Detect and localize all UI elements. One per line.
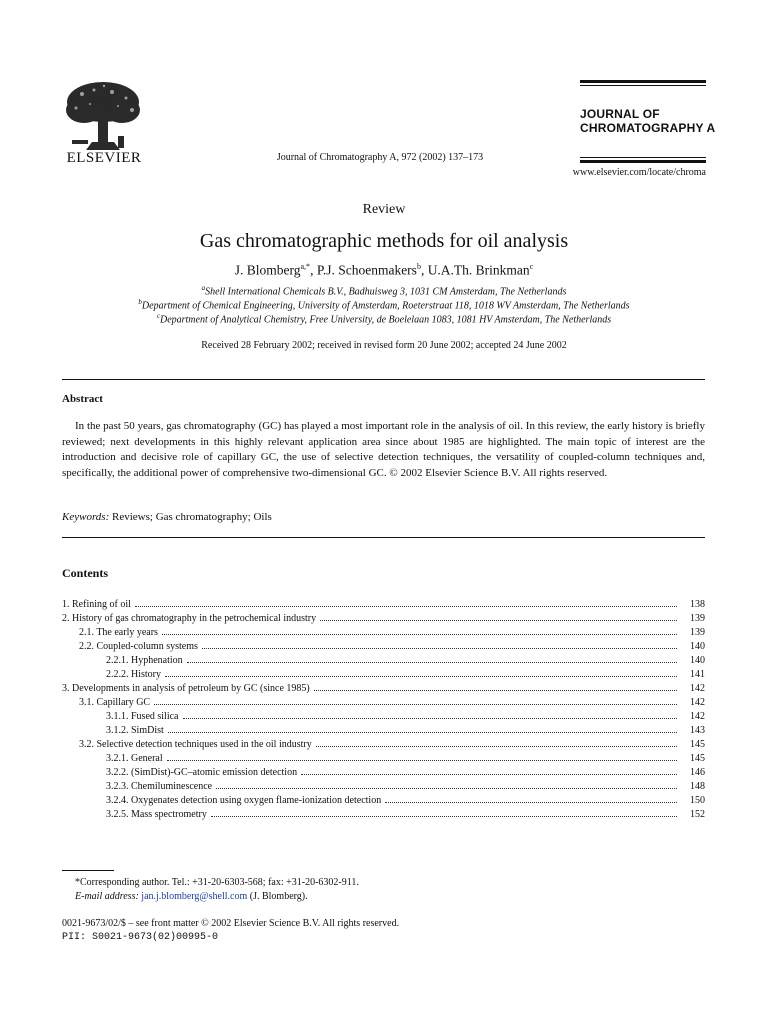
affiliation bbox=[0, 312, 768, 325]
toc-entry-title: 3.2. Selective detection techniques used in the oil industry bbox=[79, 739, 312, 750]
toc-entry-page: 138 bbox=[690, 599, 705, 610]
toc-entry-page: 139 bbox=[690, 613, 705, 624]
toc-leader-dots bbox=[183, 718, 678, 719]
journal-rule-top-thin bbox=[580, 85, 706, 86]
affiliation-marker: c bbox=[156, 312, 160, 320]
author-name: U.A.Th. Brinkman bbox=[427, 262, 530, 278]
toc-entry-page: 142 bbox=[690, 683, 705, 694]
toc-leader-dots bbox=[301, 774, 677, 775]
journal-citation: Journal of Chromatography A, 972 (2002) 137–173 bbox=[276, 152, 484, 163]
divider bbox=[62, 379, 705, 380]
toc-leader-dots bbox=[314, 690, 677, 691]
divider bbox=[62, 537, 705, 538]
toc-leader-dots bbox=[154, 704, 677, 705]
toc-entry[interactable] bbox=[62, 669, 705, 683]
toc-entry-page: 141 bbox=[690, 669, 705, 680]
received-dates: Received 28 February 2002; received in revised form 20 June 2002; accepted 24 June 2002 bbox=[201, 340, 567, 351]
keywords-label: Keywords: bbox=[62, 511, 110, 523]
toc-leader-dots bbox=[320, 620, 677, 621]
affiliation-text: Department of Analytical Chemistry, Free University, de Boelelaan 1083, 1081 HV Amsterdam, The Netherlands bbox=[159, 314, 612, 326]
toc-entry-page: 139 bbox=[690, 627, 705, 638]
author-marker: c bbox=[529, 262, 534, 271]
article-type: Review bbox=[362, 202, 406, 217]
toc-entry[interactable] bbox=[62, 711, 705, 725]
journal-title-line2: CHROMATOGRAPHY A bbox=[580, 121, 716, 135]
toc-entry[interactable] bbox=[62, 599, 705, 613]
toc-entry-page: 142 bbox=[690, 697, 705, 708]
toc-entry-title: 3.2.5. Mass spectrometry bbox=[106, 809, 207, 820]
toc-entry[interactable] bbox=[62, 697, 705, 711]
toc-entry-page: 143 bbox=[690, 725, 705, 736]
journal-rule-top-thick bbox=[580, 80, 706, 83]
toc-entry[interactable] bbox=[62, 753, 705, 767]
toc-entry-page: 145 bbox=[690, 753, 705, 764]
author-list: J. Blomberg$^{a,*}$, P.J. Schoenmakers$^b$, U.A.Th. Brinkman$^c$ bbox=[234, 262, 534, 278]
toc-entry-page: 140 bbox=[690, 655, 705, 666]
abstract-heading: Abstract bbox=[62, 393, 103, 405]
toc-entry[interactable] bbox=[62, 809, 705, 823]
toc-entry-page: 145 bbox=[690, 739, 705, 750]
abstract-text: In the past 50 years, gas chromatography (GC) has played a most important role in the analysis of oil. In this review, the early history is briefly reviewed; next developments in this highly relevant application area since about 1985 are highlighted. The main topic of interest are the introduction and decisive role of capillary GC, the use of selective detection techniques, the versatility of coupled-column techniques and, specifically, the additional power of comprehensive two-dimensional GC. © 2002 Elsevier Science B.V. All rights reserved. bbox=[62, 420, 705, 479]
contents-heading: Contents bbox=[62, 566, 109, 580]
toc-entry[interactable] bbox=[62, 795, 705, 809]
toc-entry[interactable] bbox=[62, 627, 705, 641]
article-title: Gas chromatographic methods for oil analysis bbox=[199, 230, 569, 252]
toc-entry-title: 3. Developments in analysis of petroleum by GC (since 1985) bbox=[62, 683, 310, 694]
author-name: J. Blomberg bbox=[234, 262, 301, 278]
toc-entry[interactable] bbox=[62, 767, 705, 781]
keywords bbox=[62, 511, 272, 523]
email-label: E-mail address: bbox=[75, 891, 139, 902]
toc-entry-title: 3.1.1. Fused silica bbox=[106, 711, 179, 722]
toc-leader-dots bbox=[211, 816, 677, 817]
affiliation bbox=[0, 298, 768, 311]
issn-line: 0021-9673/02/$ – see front matter © 2002 Elsevier Science B.V. All rights reserved. bbox=[62, 918, 400, 929]
toc-entry-title: 2.2.1. Hyphenation bbox=[106, 655, 183, 666]
affiliation bbox=[0, 284, 768, 297]
journal-rule-bottom-thick bbox=[580, 160, 706, 163]
toc-entry-title: 1. Refining of oil bbox=[62, 599, 131, 610]
toc-entry[interactable] bbox=[62, 725, 705, 739]
affiliation-marker: b bbox=[138, 298, 142, 306]
affiliation-marker: a bbox=[201, 284, 206, 292]
toc-entry-page: 142 bbox=[690, 711, 705, 722]
footnote-rule bbox=[62, 870, 114, 871]
toc-entry[interactable] bbox=[62, 739, 705, 753]
toc-leader-dots bbox=[165, 676, 677, 677]
toc-entry[interactable] bbox=[62, 683, 705, 697]
pii-line: PII: S0021-9673(02)00995-0 bbox=[62, 932, 219, 943]
affiliation-text: Shell International Chemicals B.V., Badhuisweg 3, 1031 CM Amsterdam, The Netherlands bbox=[205, 286, 567, 298]
journal-title bbox=[580, 107, 715, 135]
toc-entry-page: 152 bbox=[690, 809, 705, 820]
publisher-name: ELSEVIER bbox=[66, 150, 142, 166]
toc-entry-title: 3.2.1. General bbox=[106, 753, 163, 764]
toc-entry[interactable] bbox=[62, 641, 705, 655]
toc-entry-page: 150 bbox=[690, 795, 705, 806]
elsevier-tree-logo-icon bbox=[62, 80, 144, 152]
toc-entry-title: 3.1.2. SimDist bbox=[106, 725, 164, 736]
author-name: P.J. Schoenmakers bbox=[316, 262, 417, 278]
affiliation-text: Department of Chemical Engineering, University of Amsterdam, Roeterstraat 118, 1018 WV Amsterdam, The Netherlands bbox=[141, 300, 630, 312]
toc-entry[interactable] bbox=[62, 781, 705, 795]
toc-leader-dots bbox=[202, 648, 677, 649]
email-note bbox=[75, 891, 308, 902]
email-link[interactable]: jan.j.blomberg@shell.com bbox=[141, 891, 248, 902]
toc-entry-title: 2.2. Coupled-column systems bbox=[79, 641, 198, 652]
toc-entry[interactable] bbox=[62, 613, 705, 627]
toc-leader-dots bbox=[162, 634, 677, 635]
author-marker: a,* bbox=[300, 262, 311, 271]
toc-entry-title: 2.1. The early years bbox=[79, 627, 158, 638]
toc-leader-dots bbox=[316, 746, 677, 747]
toc-entry[interactable] bbox=[62, 655, 705, 669]
toc-entry-title: 3.2.4. Oxygenates detection using oxygen flame-ionization detection bbox=[106, 795, 382, 806]
toc-entry-title: 2.2.2. History bbox=[106, 669, 161, 680]
toc-leader-dots bbox=[168, 732, 677, 733]
toc-leader-dots bbox=[135, 606, 677, 607]
toc-entry-title: 2. History of gas chromatography in the petrochemical industry bbox=[62, 613, 317, 624]
email-suffix: (J. Blomberg). bbox=[249, 891, 308, 902]
table-of-contents bbox=[62, 599, 705, 823]
toc-entry-page: 140 bbox=[690, 641, 705, 652]
toc-leader-dots bbox=[216, 788, 677, 789]
keywords-list: Reviews; Gas chromatography; Oils bbox=[112, 511, 272, 523]
toc-entry-page: 146 bbox=[690, 767, 705, 778]
author-marker: b bbox=[416, 262, 421, 271]
journal-url-link[interactable]: www.elsevier.com/locate/chroma bbox=[572, 167, 706, 178]
corresponding-author-note: *Corresponding author. Tel.: +31-20-6303-568; fax: +31-20-6302-911. bbox=[75, 877, 359, 888]
toc-leader-dots bbox=[167, 760, 677, 761]
toc-entry-title: 3.2.3. Chemiluminescence bbox=[106, 781, 213, 792]
journal-title-line1: JOURNAL OF bbox=[580, 107, 660, 121]
toc-entry-title: 3.1. Capillary GC bbox=[79, 697, 151, 708]
toc-entry-page: 148 bbox=[690, 781, 705, 792]
toc-leader-dots bbox=[385, 802, 677, 803]
toc-entry-title: 3.2.2. (SimDist)-GC–atomic emission detection bbox=[106, 767, 298, 778]
toc-leader-dots bbox=[187, 662, 677, 663]
journal-rule-bottom-thin bbox=[580, 157, 706, 158]
